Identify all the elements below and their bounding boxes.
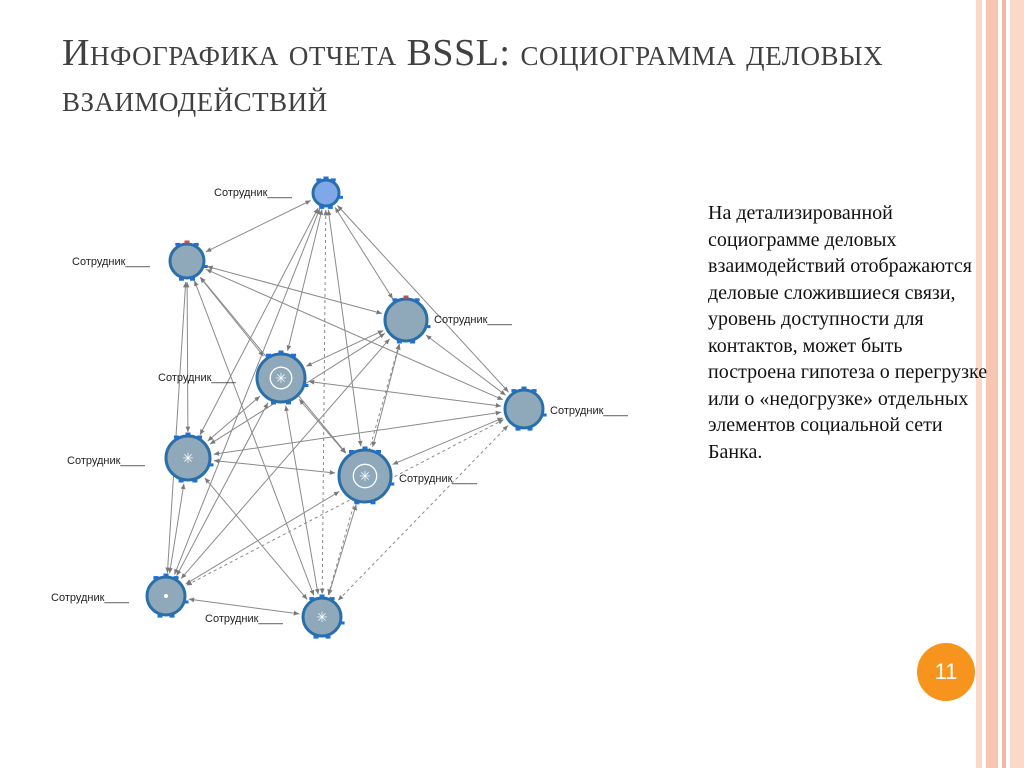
sociogram-edge	[286, 406, 318, 595]
node-port-marker	[184, 601, 189, 604]
node-label: Сотрудник____	[550, 405, 628, 417]
node-port-marker	[190, 278, 195, 281]
sociogram-edge	[186, 492, 340, 585]
node-port-marker	[355, 501, 360, 504]
node-port-marker	[392, 298, 397, 301]
sociogram-node-bottom	[205, 595, 345, 639]
node-port-marker	[331, 178, 336, 181]
sociogram-node-left	[67, 433, 214, 483]
sociogram-edge	[322, 210, 326, 594]
node-port-marker	[326, 636, 331, 639]
node-port-marker	[516, 428, 521, 431]
sociogram-edge	[288, 210, 322, 351]
stripe	[1010, 0, 1024, 768]
sociogram-edge	[306, 331, 383, 367]
node-label: Сотрудник____	[72, 256, 150, 268]
node-port-marker	[170, 615, 175, 618]
node-port-marker	[153, 576, 158, 579]
node-port-marker	[340, 622, 345, 625]
node-port-marker	[179, 278, 184, 281]
sociogram-edge	[299, 399, 345, 453]
node-label: Сотрудник____	[51, 592, 129, 604]
node-port-marker	[314, 636, 319, 639]
node-port-marker	[291, 354, 296, 357]
node-port-marker	[511, 389, 516, 392]
node-port-marker	[389, 483, 394, 486]
node-port-marker	[522, 387, 527, 390]
node-label: Сотрудник____	[205, 613, 283, 625]
stripe	[1002, 0, 1006, 768]
slide-title: Инфографика отчета BSSL: социограмма деловых взаимодействий	[62, 32, 884, 120]
node-port-marker	[542, 414, 547, 417]
node-port-marker	[185, 241, 190, 244]
sociogram-node-right	[505, 387, 629, 431]
node-port-marker	[266, 354, 271, 357]
node-port-marker	[532, 389, 537, 392]
sociogram-node-lower-center	[339, 447, 478, 505]
node-port-marker	[279, 351, 284, 354]
sociogram-edge	[309, 382, 501, 407]
node-port-marker	[179, 480, 184, 483]
sociogram-edge	[338, 206, 509, 393]
node-port-marker	[397, 341, 402, 344]
node-port-marker	[192, 480, 197, 483]
sociogram-edges	[167, 201, 508, 614]
sociogram-edge	[208, 396, 260, 441]
sociogram-edge	[373, 344, 400, 447]
node-port-marker	[286, 401, 291, 404]
sociogram-node-bottom-left	[51, 574, 189, 618]
node-port-marker	[320, 595, 325, 598]
node-circle	[313, 180, 339, 206]
sociogram-node-top	[214, 177, 343, 209]
asterisk-icon: ✳	[359, 469, 371, 485]
sociogram-edge	[329, 505, 357, 595]
node-port-marker	[328, 206, 333, 209]
node-port-marker	[194, 243, 199, 246]
node-port-marker	[186, 433, 191, 436]
node-label: Сотрудник____	[214, 187, 292, 199]
node-label: Сотрудник____	[158, 372, 236, 384]
sociogram-edge	[186, 420, 503, 586]
sociogram-edge	[207, 267, 382, 314]
node-port-marker	[158, 615, 163, 618]
node-port-marker	[528, 428, 533, 431]
node-label: Сотрудник____	[434, 314, 512, 326]
node-port-marker	[197, 436, 202, 439]
node-port-marker	[316, 178, 321, 181]
sociogram-edge	[200, 277, 263, 356]
node-port-marker	[349, 450, 354, 453]
asterisk-icon: ✳	[275, 371, 287, 387]
node-circle	[385, 299, 427, 341]
node-port-marker	[338, 196, 343, 199]
slide-body-text: На детализированной социограмме деловых взаимодействий отображаются деловые сложившиеся связи, уровень доступности для контактов, может быть построена гипотеза о перегрузке или о «недогрузке» отдельных элементов социальной сети Банка.	[708, 202, 988, 463]
node-port-marker	[371, 501, 376, 504]
node-port-marker	[164, 574, 169, 577]
node-label: Сотрудник____	[399, 473, 477, 485]
node-port-marker	[404, 296, 409, 299]
sociogram-edge	[187, 282, 188, 432]
node-port-marker	[303, 384, 308, 387]
sociogram-node-upper-left	[72, 241, 208, 281]
node-port-marker	[426, 325, 431, 328]
node-port-marker	[174, 576, 179, 579]
node-port-marker	[410, 341, 415, 344]
sociogram-nodes	[51, 177, 629, 639]
node-circle	[170, 244, 204, 278]
sociogram-edge	[206, 269, 503, 399]
node-port-marker	[376, 450, 381, 453]
node-port-marker	[209, 463, 214, 466]
node-circle	[505, 390, 543, 428]
node-port-marker	[309, 597, 314, 600]
sociogram-edge	[426, 335, 506, 395]
sociogram-edge	[335, 207, 393, 298]
node-port-marker	[174, 436, 179, 439]
node-port-marker	[324, 177, 329, 180]
sociogram-edge	[206, 201, 311, 252]
node-port-marker	[271, 401, 276, 404]
slide-number-badge: 11	[917, 643, 975, 701]
node-port-marker	[175, 243, 180, 246]
sociogram-edge	[189, 599, 299, 614]
node-label: Сотрудник____	[67, 455, 145, 467]
sociogram-edge	[393, 418, 503, 465]
node-port-marker	[363, 447, 368, 450]
node-port-marker	[203, 265, 208, 268]
node-port-marker	[319, 206, 324, 209]
sociogram-edge	[194, 281, 313, 596]
sociogram-node-upper-right	[385, 296, 513, 344]
dot-icon	[164, 594, 168, 598]
node-port-marker	[330, 597, 335, 600]
node-port-marker	[415, 298, 420, 301]
sociogram-edge	[328, 210, 361, 446]
asterisk-icon: ✳	[316, 610, 328, 626]
asterisk-icon: ✳	[182, 451, 194, 467]
